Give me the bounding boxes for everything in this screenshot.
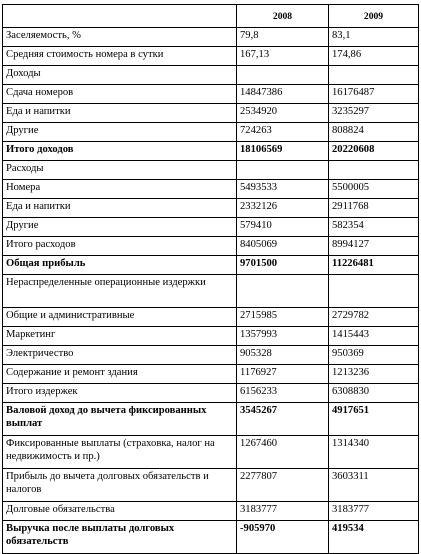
table-row — [3, 180, 419, 199]
value-2009: 1213236 — [329, 365, 419, 384]
row-label: Общие и административные — [3, 308, 237, 327]
table-row-total — [3, 256, 419, 275]
value-2009: 950369 — [329, 346, 419, 365]
table-row — [3, 275, 419, 308]
row-label: Прибыль до вычета долговых обязательств и налогов — [3, 469, 237, 502]
value-2008: 9701500 — [237, 256, 329, 275]
value-2009: 6308830 — [329, 384, 419, 403]
table-row — [3, 308, 419, 327]
value-2008: 3545267 — [237, 403, 329, 436]
table-row — [3, 502, 419, 521]
value-2009: 1415443 — [329, 327, 419, 346]
table-row — [3, 199, 419, 218]
value-2009: 1314340 — [329, 436, 419, 469]
value-2008: 1267460 — [237, 436, 329, 469]
value-2009: 3183777 — [329, 502, 419, 521]
value-2008: 2534920 — [237, 104, 329, 123]
table-row — [3, 384, 419, 403]
value-2008 — [237, 161, 329, 180]
value-2009: 2729782 — [329, 308, 419, 327]
table-row — [3, 436, 419, 469]
value-2008 — [237, 275, 329, 308]
table-row — [3, 346, 419, 365]
row-label: Еда и напитки — [3, 104, 237, 123]
table-row — [3, 327, 419, 346]
value-2009: 3603311 — [329, 469, 419, 502]
value-2008: 8405069 — [237, 237, 329, 256]
value-2009: 419534 — [329, 521, 419, 554]
value-2008: 2277807 — [237, 469, 329, 502]
table-row — [3, 218, 419, 237]
table-row — [3, 469, 419, 502]
row-label: Долговые обязательства — [3, 502, 237, 521]
table-header-row — [3, 5, 419, 28]
value-2008: 167,13 — [237, 47, 329, 66]
row-label: Другие — [3, 218, 237, 237]
header-label-cell — [3, 5, 237, 28]
table-row-total — [3, 521, 419, 554]
row-label: Содержание и ремонт здания — [3, 365, 237, 384]
row-label: Номера — [3, 180, 237, 199]
value-2008: 6156233 — [237, 384, 329, 403]
row-label: Общая прибыль — [3, 256, 237, 275]
header-2009: 2009 — [329, 5, 419, 28]
financial-table — [2, 4, 419, 554]
value-2009: 582354 — [329, 218, 419, 237]
value-2008: 724263 — [237, 123, 329, 142]
value-2008: 579410 — [237, 218, 329, 237]
table-row — [3, 123, 419, 142]
value-2009: 20220608 — [329, 142, 419, 161]
section-label: Расходы — [3, 161, 237, 180]
table-row — [3, 28, 419, 47]
row-label: Средняя стоимость номера в сутки — [3, 47, 237, 66]
value-2008: 2332126 — [237, 199, 329, 218]
row-label: Итого доходов — [3, 142, 237, 161]
value-2009: 16176487 — [329, 85, 419, 104]
row-label: Итого расходов — [3, 237, 237, 256]
value-2009: 11226481 — [329, 256, 419, 275]
table-row — [3, 161, 419, 180]
section-label: Нераспределенные операционные издержки — [3, 275, 237, 308]
row-label: Итого издержек — [3, 384, 237, 403]
table-body — [3, 28, 419, 554]
table-row-total — [3, 403, 419, 436]
value-2008: 79,8 — [237, 28, 329, 47]
value-2009: 174,86 — [329, 47, 419, 66]
section-label: Доходы — [3, 66, 237, 85]
value-2008: 2715985 — [237, 308, 329, 327]
value-2009 — [329, 161, 419, 180]
value-2008 — [237, 66, 329, 85]
value-2008: -905970 — [237, 521, 329, 554]
value-2009: 5500005 — [329, 180, 419, 199]
table-row — [3, 104, 419, 123]
table-row — [3, 365, 419, 384]
table-row — [3, 47, 419, 66]
row-label: Маркетинг — [3, 327, 237, 346]
value-2009: 8994127 — [329, 237, 419, 256]
value-2009 — [329, 66, 419, 85]
header-2008: 2008 — [237, 5, 329, 28]
value-2009: 2911768 — [329, 199, 419, 218]
table-row — [3, 85, 419, 104]
row-label: Электричество — [3, 346, 237, 365]
row-label: Сдача номеров — [3, 85, 237, 104]
value-2009: 83,1 — [329, 28, 419, 47]
value-2008: 905328 — [237, 346, 329, 365]
table-row — [3, 66, 419, 85]
row-label: Другие — [3, 123, 237, 142]
table-row-total — [3, 142, 419, 161]
value-2008: 3183777 — [237, 502, 329, 521]
row-label: Валовой доход до вычета фиксированных выплат — [3, 403, 237, 436]
row-label: Заселяемость, % — [3, 28, 237, 47]
value-2008: 14847386 — [237, 85, 329, 104]
value-2009: 808824 — [329, 123, 419, 142]
value-2008: 1357993 — [237, 327, 329, 346]
value-2009 — [329, 275, 419, 308]
value-2008: 5493533 — [237, 180, 329, 199]
value-2008: 1176927 — [237, 365, 329, 384]
value-2008: 18106569 — [237, 142, 329, 161]
row-label: Еда и напитки — [3, 199, 237, 218]
value-2009: 3235297 — [329, 104, 419, 123]
row-label: Фиксированные выплаты (страховка, налог на недвижимость и пр.) — [3, 436, 237, 469]
table-row — [3, 237, 419, 256]
value-2009: 4917651 — [329, 403, 419, 436]
row-label: Выручка после выплаты долговых обязательств — [3, 521, 237, 554]
